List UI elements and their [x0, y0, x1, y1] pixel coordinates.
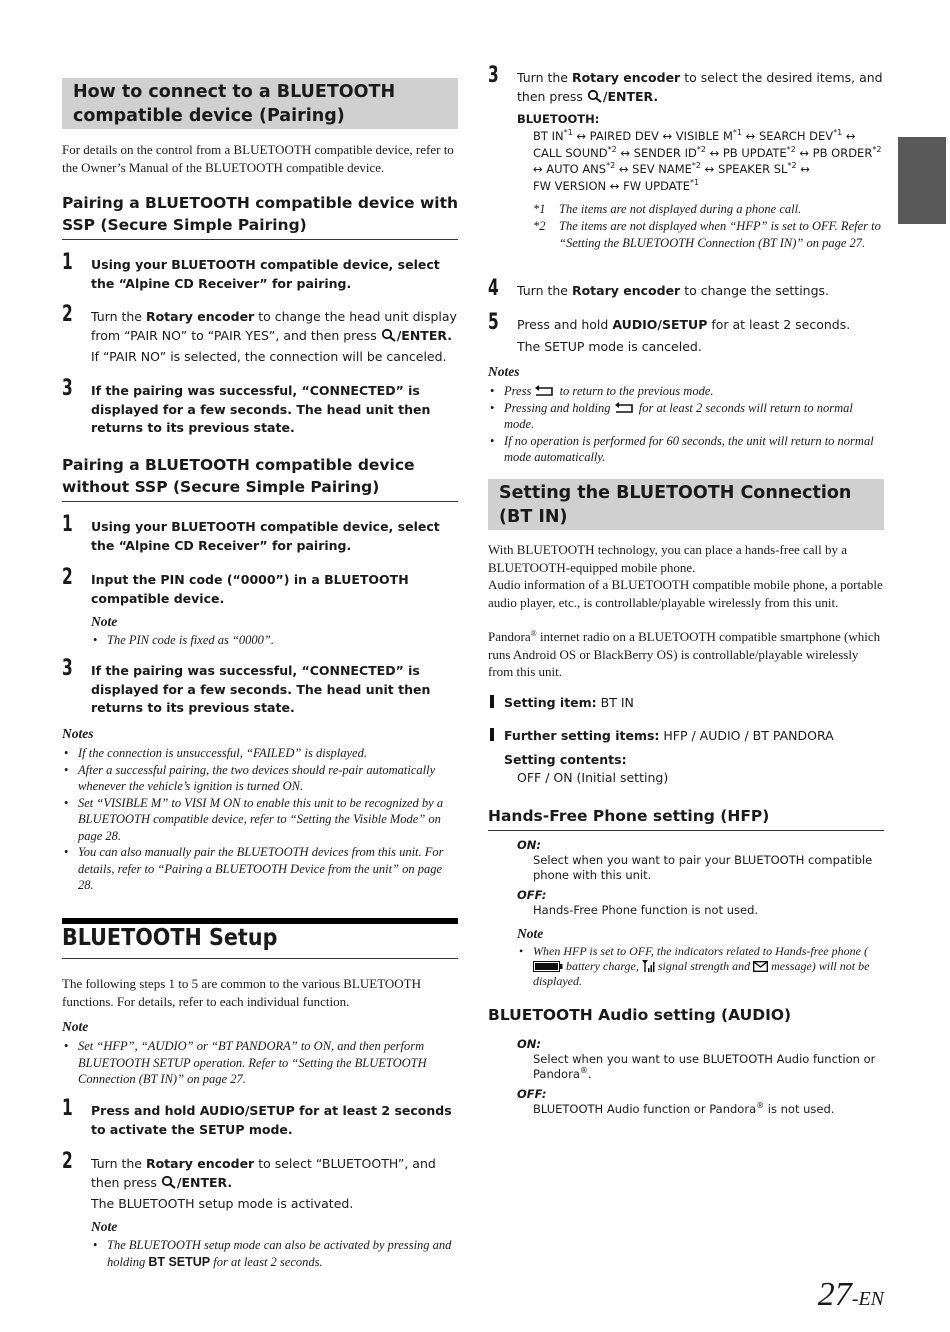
- step-number: 4: [488, 276, 499, 301]
- note-item: • The BLUETOOTH setup mode can also be activated by pressing and holding BT SETUP for at least 2 seconds.: [91, 1237, 457, 1270]
- setup-intro: The following steps 1 to 5 are common to the various BLUETOOTH functions. For details, refer to each individual function.: [62, 976, 422, 1009]
- note-item: • The PIN code is fixed as “0000”.: [91, 632, 457, 649]
- divider: [62, 958, 458, 959]
- step-text: Turn the Rotary encoder to change the settings.: [517, 283, 830, 298]
- bt-in-paragraph: With BLUETOOTH technology, you can place a hands-free call by a BLUETOOTH-equipped mobile phone.: [488, 542, 848, 575]
- search-icon: [587, 89, 603, 103]
- footnote: *1 The items are not displayed during a phone call.: [533, 202, 802, 216]
- step-text: If the pairing was successful, “CONNECTED” is displayed for a few seconds. The head unit then returns to its previous state.: [91, 383, 431, 435]
- bidirectional-arrow: ↔: [842, 129, 856, 143]
- note-item: • Set “HFP”, “AUDIO” or “BT PANDORA” to ON, and then perform BLUETOOTH SETUP operation. Refer to “Setting the BLUETOOTH Connection (BT IN)” on page 27.: [62, 1038, 458, 1088]
- bidirectional-arrow: ↔: [700, 162, 718, 176]
- option-heading: ON:: [517, 1037, 541, 1051]
- bluetooth-menu-item: BT IN$^{*1}$: [533, 128, 573, 143]
- footnote: *2 The items are not displayed when “HFP” is set to OFF. Refer to “Setting the BLUETOOTH Connection (BT IN)” on page 27.: [533, 219, 881, 250]
- bluetooth-menu-item: SENDER ID$^{*2}$: [633, 144, 706, 160]
- bluetooth-menu-item: FW VERSION: [533, 178, 607, 193]
- bullet-marker: [490, 695, 494, 708]
- bt-in-paragraph: Pandora® internet radio on a BLUETOOTH compatible smartphone (which runs Android OS or BlackBerry OS) is controllable/playable wirelessly from this unit.: [488, 629, 881, 679]
- bidirectional-arrow: ↔: [741, 129, 759, 143]
- bidirectional-arrow: ↔: [572, 129, 590, 143]
- further-setting-items: Further setting items: HFP / AUDIO / BT PANDORA: [490, 727, 834, 745]
- signal-strength-icon: [642, 960, 655, 972]
- note-list: [91, 1237, 457, 1270]
- notes-list: [62, 745, 458, 894]
- note-list: [91, 632, 457, 649]
- bluetooth-item-sequence: [533, 128, 885, 194]
- step-subtext: The BLUETOOTH setup mode is activated.: [91, 1196, 354, 1211]
- ssp-subtitle: Pairing a BLUETOOTH compatible device with SSP (Secure Simple Pairing): [62, 192, 458, 240]
- bidirectional-arrow: ↔: [533, 162, 547, 176]
- note-item: • Set “VISIBLE M” to VISI M ON to enable this unit to be recognized by a BLUETOOTH compatible device, refer to “Setting the Visible Mode” on page 28.: [62, 795, 458, 845]
- step-text: Press and hold AUDIO/SETUP for at least 2 seconds.: [517, 317, 851, 332]
- bidirectional-arrow: ↔: [795, 145, 813, 160]
- step-text: Press and hold AUDIO/SETUP for at least 2 seconds to activate the SETUP mode.: [91, 1103, 452, 1137]
- return-icon: [534, 385, 556, 397]
- return-icon: [614, 402, 636, 414]
- bluetooth-menu-item: CALL SOUND$^{*2}$: [533, 144, 617, 160]
- step-number: 1: [62, 1096, 73, 1121]
- battery-icon: [533, 961, 563, 972]
- note-item: • If no operation is performed for 60 seconds, the unit will return to normal mode automatically.: [488, 433, 884, 466]
- hfp-subtitle: Hands-Free Phone setting (HFP): [488, 805, 884, 831]
- section-title-pairing: How to connect to a BLUETOOTH compatible device (Pairing): [62, 78, 458, 129]
- bidirectional-arrow: ↔: [658, 129, 676, 143]
- step-text: Using your BLUETOOTH compatible device, select the “Alpine CD Receiver” for pairing.: [91, 519, 440, 553]
- notes-list: [488, 383, 884, 466]
- step-subtext: The SETUP mode is canceled.: [517, 339, 702, 354]
- setting-contents-label: Setting contents:: [504, 752, 627, 767]
- setting-item: Setting item: BT IN: [490, 694, 634, 712]
- option-heading: OFF:: [517, 888, 547, 902]
- note-item: • Pressing and holding for at least 2 seconds will return to normal mode.: [488, 400, 884, 433]
- step-subtext: If “PAIR NO” is selected, the connection will be canceled.: [91, 349, 447, 364]
- audio-subtitle: BLUETOOTH Audio setting (AUDIO): [488, 1006, 792, 1024]
- bluetooth-menu-item: PB UPDATE$^{*2}$: [722, 144, 796, 160]
- divider: [62, 918, 458, 924]
- step-number: 1: [62, 512, 73, 537]
- option-text: BLUETOOTH Audio function or Pandora® is not used.: [533, 1101, 835, 1116]
- step-number: 5: [488, 310, 499, 335]
- step-number: 3: [62, 376, 73, 401]
- nossp-subtitle: Pairing a BLUETOOTH compatible device without SSP (Secure Simple Pairing): [62, 454, 458, 502]
- step-text: Turn the Rotary encoder to select the desired items, and then press /ENTER.: [517, 70, 883, 104]
- bidirectional-arrow: ↔: [615, 162, 633, 176]
- bluetooth-label: BLUETOOTH:: [517, 112, 600, 126]
- bluetooth-menu-item: SEARCH DEV$^{*1}$: [758, 128, 843, 143]
- setting-contents-value: OFF / ON (Initial setting): [517, 770, 669, 785]
- message-icon: [753, 961, 768, 972]
- search-icon: [381, 328, 397, 342]
- option-text: Select when you want to pair your BLUETOOTH compatible phone with this unit.: [533, 853, 873, 882]
- option-text: Select when you want to use BLUETOOTH Audio function or Pandora®.: [533, 1052, 876, 1081]
- step-text: Turn the Rotary encoder to change the head unit display from “PAIR NO” to “PAIR YES”, and then press /ENTER.: [91, 309, 457, 343]
- bidirectional-arrow: ↔: [606, 178, 624, 193]
- note-item: • If the connection is unsuccessful, “FAILED” is displayed.: [62, 745, 458, 762]
- bluetooth-menu-item: PAIRED DEV: [589, 129, 659, 143]
- note-item: • After a successful pairing, the two devices should re-pair automatically whenever the vehicle’s ignition is turned ON.: [62, 762, 458, 795]
- note-item: • When HFP is set to OFF, the indicators related to Hands-free phone ( battery charge, signal strength and message) will not be displayed.: [517, 944, 885, 989]
- option-heading: ON:: [517, 838, 541, 852]
- step-number: 3: [488, 63, 499, 88]
- page-number: 27-EN: [817, 1276, 884, 1313]
- step-text: Input the PIN code (“0000”) in a BLUETOOTH compatible device.: [91, 572, 409, 606]
- notes-heading: Notes: [62, 726, 94, 741]
- note-heading: Note: [62, 1019, 89, 1034]
- pairing-intro: For details on the control from a BLUETOOTH compatible device, refer to the Owner’s Manual of the BLUETOOTH compatible device.: [62, 142, 454, 175]
- note-heading: Note: [517, 926, 544, 941]
- bt-in-paragraph: Audio information of a BLUETOOTH compatible mobile phone, a portable audio player, etc., is controllable/playable wirelessly from this unit.: [488, 577, 883, 610]
- note-item: • Press to return to the previous mode.: [488, 383, 884, 400]
- note-list: [62, 1038, 458, 1088]
- section-title-bt-in: Setting the BLUETOOTH Connection (BT IN): [488, 479, 884, 530]
- bluetooth-menu-item: SPEAKER SL$^{*2}$: [717, 161, 797, 176]
- note-heading: Note: [91, 614, 118, 629]
- bidirectional-arrow: ↔: [616, 145, 634, 160]
- bidirectional-arrow: ↔: [705, 145, 723, 160]
- bullet-marker: [490, 728, 494, 741]
- bidirectional-arrow: ↔: [796, 162, 810, 176]
- bluetooth-menu-item: SEV NAME$^{*2}$: [632, 161, 701, 176]
- bluetooth-menu-item: PB ORDER$^{*2}$: [812, 144, 882, 160]
- note-item: • You can also manually pair the BLUETOOTH devices from this unit. For details, refer to “Pairing a BLUETOOTH Device from the unit” on page 28.: [62, 844, 458, 894]
- notes-heading: Notes: [488, 364, 520, 379]
- step-text: If the pairing was successful, “CONNECTED” is displayed for a few seconds. The head unit then returns to its previous state.: [91, 663, 431, 715]
- step-number: 2: [62, 565, 73, 590]
- option-text: Hands-Free Phone function is not used.: [533, 903, 759, 917]
- bluetooth-menu-item: AUTO ANS$^{*2}$: [546, 161, 616, 176]
- bluetooth-menu-item: VISIBLE $M^{*1}$: [675, 128, 742, 143]
- step-text: Turn the Rotary encoder to select “BLUETOOTH”, and then press /ENTER.: [91, 1156, 436, 1190]
- option-heading: OFF:: [517, 1087, 547, 1101]
- step-number: 1: [62, 250, 73, 275]
- note-list: [517, 944, 885, 989]
- chapter-tab: [898, 137, 946, 224]
- note-heading: Note: [91, 1219, 118, 1234]
- step-number: 3: [62, 656, 73, 681]
- bluetooth-menu-item: FW UPDATE$^{*1}$: [623, 177, 700, 193]
- step-number: 2: [62, 302, 73, 327]
- search-icon: [161, 1175, 177, 1189]
- step-number: 2: [62, 1149, 73, 1174]
- setup-title: BLUETOOTH Setup: [62, 925, 278, 951]
- step-text: Using your BLUETOOTH compatible device, select the “Alpine CD Receiver” for pairing.: [91, 257, 440, 291]
